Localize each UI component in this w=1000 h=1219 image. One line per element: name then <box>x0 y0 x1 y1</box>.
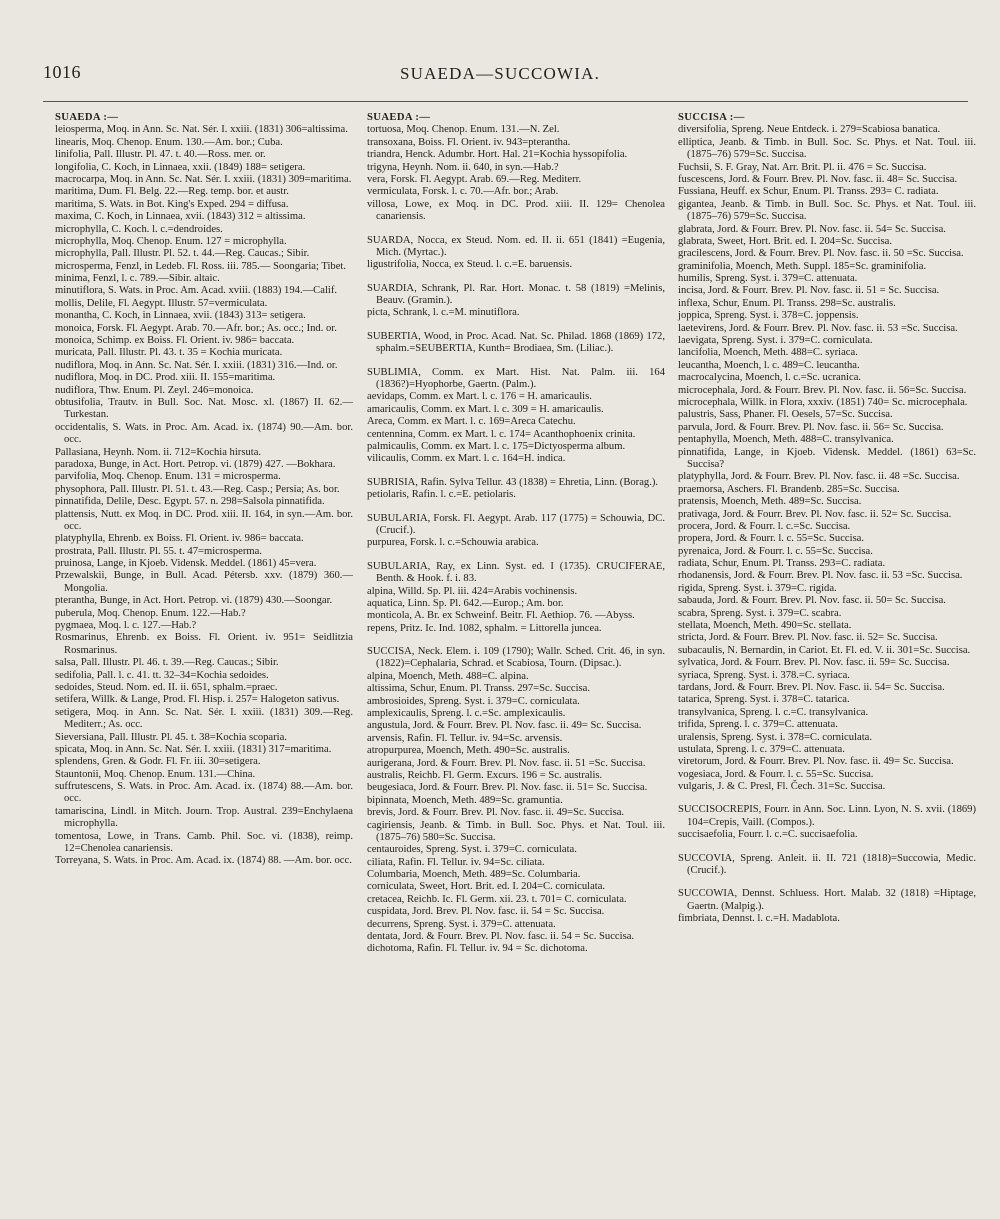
dictionary-entry: scabra, Spreng. Syst. i. 379=C. scabra. <box>678 607 842 619</box>
dictionary-entry: maritima, Dum. Fl. Belg. 22.—Reg. temp. bor. et austr. <box>55 186 289 198</box>
dictionary-entry: decurrens, Spreng. Syst. i. 379=C. attenuata. <box>367 918 556 930</box>
dictionary-entry: australis, Reichb. Fl. Germ. Excurs. 196 = Sc. australis. <box>367 769 603 781</box>
dictionary-entry: pinnatifida, Lange, in Kjoeb. Vidensk. Meddel. (1861) 63=Sc. Succisa? <box>678 446 976 470</box>
dictionary-entry: physophora, Pall. Illustr. Pl. 51. t. 43.—Reg. Casp.; Persia; As. bor. <box>55 483 340 495</box>
dictionary-entry: nudiflora, Moq. in DC. Prod. xiii. II. 155=maritima. <box>55 372 276 384</box>
dictionary-entry: trifida, Spreng. l. c. 379=C. attenuata. <box>678 719 838 731</box>
dictionary-entry: suffrutescens, S. Wats. in Proc. Am. Acad. ix. (1874) 88.—Am. bor. occ. <box>55 781 353 805</box>
dictionary-entry: pentaphylla, Moench, Meth. 488=C. transylvanica. <box>678 434 894 446</box>
dictionary-entry: palustris, Sass, Phaner. Fl. Oesels, 57=Sc. Succisa. <box>678 409 893 421</box>
dictionary-entry: plattensis, Nutt. ex Moq. in DC. Prod. xiii. II. 164, in syn.—Am. bor. occ. <box>55 508 353 532</box>
dictionary-entry: maxima, C. Koch, in Linnaea, xvii. (1843) 312 = altissima. <box>55 211 306 223</box>
dictionary-entry: cuspidata, Jord. Brev. Pl. Nov. fasc. ii. 54 = Sc. Succisa. <box>367 906 605 918</box>
dictionary-entry: aevidaps, Comm. ex Mart. l. c. 176 = H. amaricaulis. <box>367 391 592 403</box>
column-middle <box>367 112 665 956</box>
dictionary-entry: pruinosa, Lange, in Kjoeb. Vidensk. Meddel. (1861) 45=vera. <box>55 558 317 570</box>
dictionary-entry: microphylla, Moq. Chenop. Enum. 127 = microphylla. <box>55 235 287 247</box>
dictionary-entry: maritima, S. Wats. in Bot. King's Exped. 294 = diffusa. <box>55 198 289 210</box>
dictionary-entry: minutiflora, S. Wats. in Proc. Am. Acad. xviii. (1883) 194.—Calif. <box>55 285 338 297</box>
header-rule <box>43 101 968 102</box>
dictionary-entry: villosa, Lowe, ex Moq. in DC. Prod. xiii. II. 129= Chenolea canariensis. <box>367 198 665 223</box>
dictionary-entry: parvula, Jord. & Fourr. Brev. Pl. Nov. fasc. ii. 56= Sc. Succisa. <box>678 421 944 433</box>
column-heading: SUAEDA :— <box>55 112 119 123</box>
dictionary-entry: occidentalis, S. Wats. in Proc. Am. Acad. ix. (1874) 90.—Am. bor. occ. <box>55 421 353 446</box>
dictionary-entry: SUARDIA, Schrank, Pl. Rar. Hort. Monac. t. 58 (1819) =Melinis, Beauv. (Gramin.). <box>367 282 665 307</box>
dictionary-entry: nudiflora, Thw. Enum. Pl. Zeyl. 246=monoica. <box>55 384 254 396</box>
dictionary-entry: bipinnata, Moench, Meth. 489=Sc. gramuntia. <box>367 794 563 806</box>
dictionary-entry: Przewalskii, Bunge, in Bull. Acad. Pétersb. xxv. (1879) 360.—Mongolia. <box>55 570 353 594</box>
dictionary-entry: SUARDA, Nocca, ex Steud. Nom. ed. II. ii. 651 (1841) =Eugenia, Mich. (Myrtac.). <box>367 234 665 258</box>
dictionary-entry: dichotoma, Rafin. Fl. Tellur. iv. 94 = Sc. dichotoma. <box>367 943 588 955</box>
dictionary-entry: joppica, Spreng. Syst. i. 378=C. joppensis. <box>678 310 859 322</box>
dictionary-entry: purpurea, Forsk. l. c.=Schouwia arabica. <box>367 537 539 549</box>
dictionary-entry: lancifolia, Moench, Meth. 488=C. syriaca. <box>678 347 858 359</box>
dictionary-entry: pygmaea, Moq. l. c. 127.—Hab.? <box>55 620 197 632</box>
dictionary-entry: centennina, Comm. ex Mart. l. c. 174= Acanthophoenix crinita. <box>367 428 636 440</box>
column-heading: SUAEDA :— <box>367 112 431 123</box>
dictionary-entry: repens, Pritz. Ic. Ind. 1082, sphalm. = Littorella juncea. <box>367 622 602 634</box>
dictionary-entry: Rosmarinus, Ehrenb. ex Boiss. Fl. Orient. iv. 951= Seidlitzia Rosmarinus. <box>55 632 353 656</box>
dictionary-entry: praemorsa, Aschers. Fl. Brandenb. 285=Sc. Succisa. <box>678 483 900 495</box>
page-number: 1016 <box>43 62 81 82</box>
dictionary-entry: pyrenaica, Jord. & Fourr. l. c. 55=Sc. Succisa. <box>678 545 873 557</box>
dictionary-entry: ambrosioides, Spreng. Syst. i. 379=C. corniculata. <box>367 695 580 707</box>
dictionary-entry: arvensis, Rafin. Fl. Tellur. iv. 94=Sc. arvensis. <box>367 732 563 744</box>
dictionary-entry: transylvanica, Spreng. l. c.=C. transylvanica. <box>678 706 869 718</box>
dictionary-entry: amplexicaulis, Spreng. l. c.=Sc. amplexicaulis. <box>367 708 566 720</box>
dictionary-entry: nudiflora, Moq. in Ann. Sc. Nat. Sér. I. xxiii. (1831) 316.—Ind. or. <box>55 359 338 371</box>
dictionary-entry: succisaefolia, Fourr. l. c.=C. succisaefolia. <box>678 829 858 841</box>
dictionary-entry: Torreyana, S. Wats. in Proc. Am. Acad. ix. (1874) 88. —Am. bor. occ. <box>55 855 352 867</box>
dictionary-entry: SUBULARIA, Ray, ex Linn. Syst. ed. I (1735). CRUCIFERAE, Benth. & Hook. f. i. 83. <box>367 560 665 585</box>
dictionary-entry: graminifolia, Moench, Meth. Suppl. 185=Sc. graminifolia. <box>678 260 927 272</box>
dictionary-entry: gigantea, Jeanb. & Timb. in Bull. Soc. Sc. Phys. et Nat. Toul. iii. (1875–76) 579=Sc. Succisa. <box>678 198 976 223</box>
dictionary-entry: corniculata, Sweet, Hort. Brit. ed. I. 204=C. corniculata. <box>367 881 606 893</box>
dictionary-entry: linearis, Moq. Chenop. Enum. 130.—Am. bor.; Cuba. <box>55 136 283 148</box>
dictionary-entry: angustula, Jord. & Fourr. Brev. Pl. Nov. fasc. ii. 49= Sc. Succisa. <box>367 720 642 732</box>
dictionary-entry: prativaga, Jord. & Fourr. Brev. Pl. Nov. fasc. ii. 52= Sc. Succisa. <box>678 508 952 520</box>
dictionary-entry: Fussiana, Heuff. ex Schur, Enum. Pl. Transs. 293= C. radiata. <box>678 186 939 198</box>
dictionary-entry: syriaca, Spreng. Syst. i. 378.=C. syriaca. <box>678 669 850 681</box>
dictionary-entry: sylvatica, Jord. & Fourr. Brev. Pl. Nov. fasc. ii. 59= Sc. Succisa. <box>678 657 950 669</box>
dictionary-entry: Columbaria, Moench, Meth. 489=Sc. Columbaria. <box>367 869 581 881</box>
dictionary-entry: laevigata, Spreng. Syst. i. 379=C. corniculata. <box>678 335 873 347</box>
dictionary-entry: minima, Fenzl, l. c. 789.—Sibir. altaic. <box>55 273 220 285</box>
dictionary-entry: cretacea, Reichb. Ic. Fl. Germ. xii. 23. t. 701= C. corniculata. <box>367 893 627 905</box>
dictionary-entry: paradoxa, Bunge, in Act. Hort. Petrop. vi. (1879) 427. —Bokhara. <box>55 458 336 470</box>
dictionary-entry: brevis, Jord. & Fourr. Brev. Pl. Nov. fasc. ii. 49=Sc. Succisa. <box>367 807 625 819</box>
dictionary-entry: pterantha, Bunge, in Act. Hort. Petrop. vi. (1879) 430.—Soongar. <box>55 595 333 607</box>
dictionary-entry: petiolaris, Rafin. l. c.=E. petiolaris. <box>367 489 516 501</box>
dictionary-entry: stricta, Jord. & Fourr. Brev. Pl. Nov. fasc. ii. 52= Sc. Succisa. <box>678 632 938 644</box>
dictionary-entry: trigyna, Heynh. Nom. ii. 640, in syn.—Hab.? <box>367 161 559 173</box>
dictionary-entry: dentata, Jord. & Fourr. Brev. Pl. Nov. fasc. ii. 54 = Sc. Succisa. <box>367 931 635 943</box>
dictionary-entry: rigida, Spreng. Syst. i. 379=C. rigida. <box>678 582 837 594</box>
dictionary-entry: ciliata, Rafin. Fl. Tellur. iv. 94=Sc. ciliata. <box>367 856 545 868</box>
dictionary-entry: SUCCISOCREPIS, Fourr. in Ann. Soc. Linn. Lyon, N. S. xvii. (1869) 104=Crepis, Vaill. (Compos.). <box>678 804 976 828</box>
dictionary-entry: amaricaulis, Comm. ex Mart. l. c. 309 = H. amaricaulis. <box>367 403 604 415</box>
dictionary-entry: longifolia, C. Koch, in Linnaea, xxii. (1849) 188= setigera. <box>55 161 306 173</box>
dictionary-entry: tomentosa, Lowe, in Trans. Camb. Phil. Soc. vi. (1838), reimp. 12=Chenolea canariensis. <box>55 830 353 855</box>
dictionary-entry: SUCCISA, Neck. Elem. i. 109 (1790); Wallr. Sched. Crit. 46, in syn. (1822)=Cephalaria, Schrad. et Scabiosa, Tourn. (Dipsac.). <box>367 646 665 670</box>
dictionary-entry: setifera, Willk. & Lange, Prod. Fl. Hisp. i. 257= Halogeton sativus. <box>55 694 340 706</box>
dictionary-entry: mollis, Delile, Fl. Aegypt. Illustr. 57=vermiculata. <box>55 297 268 309</box>
dictionary-entry: fimbriata, Dennst. l. c.=H. Madablota. <box>678 913 840 925</box>
page-title: SUAEDA—SUCCOWIA. <box>399 64 601 83</box>
dictionary-entry: microphylla, Pall. Illustr. Pl. 52. t. 44.—Reg. Caucas.; Sibir. <box>55 248 310 260</box>
dictionary-entry: Pallasiana, Heynh. Nom. ii. 712=Kochia hirsuta. <box>55 446 262 458</box>
dictionary-entry: incisa, Jord. & Fourr. Brev. Pl. Nov. fasc. ii. 51 = Sc. Succisa. <box>678 285 940 297</box>
dictionary-entry: centauroides, Spreng. Syst. i. 379=C. corniculata. <box>367 844 577 856</box>
dictionary-entry: ligustrifolia, Nocca, ex Steud. l. c.=E. baruensis. <box>367 259 573 271</box>
dictionary-entry: tatarica, Spreng. Syst. i. 378=C. tatarica. <box>678 694 850 706</box>
dictionary-entry: cagiriensis, Jeanb. & Timb. in Bull. Soc. Phys. et Nat. Toul. iii. (1875–76) 580=Sc. Succisa. <box>367 819 665 843</box>
dictionary-entry: uralensis, Spreng. Syst. i. 378=C. corniculata. <box>678 731 872 743</box>
dictionary-entry: beugesiaca, Jord. & Fourr. Brev. Pl. Nov. fasc. ii. 51= Sc. Succisa. <box>367 782 648 794</box>
dictionary-entry: sedifolia, Pall. l. c. 41. tt. 32–34=Kochia sedoides. <box>55 669 269 681</box>
dictionary-entry: splendens, Gren. & Godr. Fl. Fr. iii. 30=setigera. <box>55 756 261 768</box>
dictionary-entry: humilis, Spreng. Syst. i. 379=C. attenuata. <box>678 273 858 285</box>
dictionary-entry: alpina, Willd. Sp. Pl. iii. 424=Arabis vochinensis. <box>367 585 578 597</box>
dictionary-entry: salsa, Pall. Illustr. Pl. 46. t. 39.—Reg. Caucas.; Sibir. <box>55 657 279 669</box>
dictionary-entry: Areca, Comm. ex Mart. l. c. 169=Areca Catechu. <box>367 416 576 428</box>
dictionary-entry: elliptica, Jeanb. & Timb. in Bull. Soc. Sc. Phys. et Nat. Toul. iii. (1875–76) 579=Sc. Succisa. <box>678 136 976 161</box>
dictionary-entry: platyphylla, Ehrenb. ex Boiss. Fl. Orient. iv. 986= baccata. <box>55 533 304 545</box>
dictionary-entry: puberula, Moq. Chenop. Enum. 122.—Hab.? <box>55 607 246 619</box>
dictionary-entry: platyphylla, Jord. & Fourr. Brev. Pl. Nov. fasc. ii. 48 =Sc. Succisa. <box>678 471 960 483</box>
dictionary-entry: parvifolia, Moq. Chenop. Enum. 131 = microsperma. <box>55 471 281 483</box>
dictionary-entry: pinnatifida, Delile, Desc. Egypt. 57. n. 298=Salsola pinnatifida. <box>55 496 325 508</box>
dictionary-entry: tardans, Jord. & Fourr. Brev. Pl. Nov. Fasc. ii. 54= Sc. Succisa. <box>678 681 945 693</box>
dictionary-entry: transoxana, Boiss. Fl. Orient. iv. 943=pterantha. <box>367 136 571 148</box>
dictionary-entry: vera, Forsk. Fl. Aegypt. Arab. 69.—Reg. Mediterr. <box>367 173 582 185</box>
dictionary-entry: muricata, Pall. Illustr. Pl. 43. t. 35 = Kochia muricata. <box>55 347 283 359</box>
dictionary-entry: triandra, Henck. Adumbr. Hort. Hal. 21=Kochia hyssopifolia. <box>367 149 628 161</box>
dictionary-entry: Fuchsii, S. F. Gray, Nat. Arr. Brit. Pl. ii. 476 = Sc. Succisa. <box>678 161 927 173</box>
dictionary-entry: sedoides, Steud. Nom. ed. II. ii. 651, sphalm.=praec. <box>55 681 278 693</box>
dictionary-entry: monticola, A. Br. ex Schweinf. Beitr. Fl. Aethiop. 76. —Abyss. <box>367 610 635 622</box>
dictionary-entry: atropurpurea, Moench, Meth. 490=Sc. australis. <box>367 745 570 757</box>
dictionary-entry: glabrata, Sweet, Hort. Brit. ed. I. 204=Sc. Succisa. <box>678 235 892 247</box>
dictionary-entry: setigera, Moq. in Ann. Sc. Nat. Sér. I. xxiii. (1831) 309.—Reg. Mediterr.; As. occ. <box>55 706 353 731</box>
dictionary-entry: inflexa, Schur, Enum. Pl. Transs. 298=Sc. australis. <box>678 297 896 309</box>
dictionary-entry: SUBULARIA, Forsk. Fl. Aegypt. Arab. 117 (1775) = Schouwia, DC. (Crucif.). <box>367 512 665 536</box>
dictionary-entry: laetevirens, Jord. & Fourr. Brev. Pl. Nov. fasc. ii. 53 =Sc. Succisa. <box>678 322 958 334</box>
dictionary-entry: obtusifolia, Trautv. in Bull. Soc. Nat. Mosc. xl. (1867) II. 62.—Turkestan. <box>55 396 353 421</box>
dictionary-entry: vulgaris, J. & C. Presl, Fl. Čech. 31=Sc. Succisa. <box>678 781 886 793</box>
dictionary-entry: tortuosa, Moq. Chenop. Enum. 131.—N. Zel. <box>367 124 560 136</box>
dictionary-entry: vilicaulis, Comm. ex Mart. l. c. 164=H. indica. <box>367 453 566 465</box>
dictionary-entry: SUBRISIA, Rafin. Sylva Tellur. 43 (1838) = Ehretia, Linn. (Borag.). <box>367 476 659 488</box>
dictionary-entry: aquatica, Linn. Sp. Pl. 642.—Europ.; Am. bor. <box>367 597 564 609</box>
dictionary-entry: pratensis, Moench, Meth. 489=Sc. Succisa. <box>678 496 862 508</box>
dictionary-entry: microcephala, Willk. in Flora, xxxiv. (1851) 740= Sc. microcephala. <box>678 396 968 408</box>
dictionary-entry: altissima, Schur, Enum. Pl. Transs. 297=Sc. Succisa. <box>367 683 591 695</box>
dictionary-entry: diversifolia, Spreng. Neue Entdeck. i. 279=Scabiosa banatica. <box>678 124 941 136</box>
dictionary-entry: macrocalycina, Moench, l. c.=Sc. ucranica. <box>678 372 862 384</box>
dictionary-entry: leiosperma, Moq. in Ann. Sc. Nat. Sér. I. xxiii. (1831) 306=altissima. <box>55 124 348 136</box>
dictionary-entry: microphylla, C. Koch. l. c.=dendroides. <box>55 223 223 235</box>
dictionary-entry: macrocarpa, Moq. in Ann. Sc. Nat. Sér. I. xxiii. (1831) 309=maritima. <box>55 173 352 185</box>
dictionary-entry: viretorum, Jord. & Fourr. Brev. Pl. Nov. fasc. ii. 49= Sc. Succisa. <box>678 756 954 768</box>
dictionary-entry: rhodanensis, Jord. & Fourr. Brev. Pl. Nov. fasc. ii. 53 =Sc. Succisa. <box>678 570 963 582</box>
dictionary-entry: palmicaulis, Comm. ex Mart. l. c. 175=Dictyosperma album. <box>367 440 626 452</box>
dictionary-entry: spicata, Moq. in Ann. Sc. Nat. Sér. I. xxiii. (1831) 317=maritima. <box>55 743 332 755</box>
dictionary-entry: SUCCOWIA, Dennst. Schluess. Hort. Malab. 32 (1818) =Hiptage, Gaertn. (Malpig.). <box>678 888 976 912</box>
dictionary-entry: aurigerana, Jord. & Fourr. Brev. Pl. Nov. fasc. ii. 51 =Sc. Succisa. <box>367 757 646 769</box>
dictionary-entry: gracilescens, Jord. & Fourr. Brev. Pl. Nov. fasc. ii. 50 =Sc. Succisa. <box>678 248 964 260</box>
dictionary-entry: monantha, C. Koch, in Linnaea, xvii. (1843) 313= setigera. <box>55 310 306 322</box>
dictionary-entry: SUCCOVIA, Spreng. Anleit. ii. II. 721 (1818)=Succowia, Medic. (Crucif.). <box>678 852 976 877</box>
dictionary-entry: tamariscina, Lindl. in Mitch. Journ. Trop. Austral. 239=Enchylaena microphylla. <box>55 805 353 830</box>
dictionary-entry: SUBERTIA, Wood, in Proc. Acad. Nat. Sc. Philad. 1868 (1869) 172, sphalm.=SEUBERTIA, Kunth= Brodiaea, Sm. (Liliac.). <box>367 330 665 355</box>
dictionary-entry: fuscescens, Jord. & Fourr. Brev. Pl. Nov. fasc. ii. 48= Sc. Succisa. <box>678 173 958 185</box>
dictionary-entry: alpina, Moench, Meth. 488=C. alpina. <box>367 670 529 682</box>
dictionary-entry: Sieversiana, Pall. Illustr. Pl. 45. t. 38=Kochia scoparia. <box>55 731 287 743</box>
dictionary-entry: leucantha, Moench, l. c. 489=C. leucantha. <box>678 359 860 371</box>
dictionary-entry: SUBLIMIA, Comm. ex Mart. Hist. Nat. Palm. iii. 164 (1836?)=Hyophorbe, Gaertn. (Palm.). <box>367 366 665 391</box>
dictionary-entry: glabrata, Jord. & Fourr. Brev. Pl. Nov. fasc. ii. 54= Sc. Succisa. <box>678 223 946 235</box>
dictionary-entry: Stauntonii, Moq. Chenop. Enum. 131.—China. <box>55 768 256 780</box>
dictionary-entry: monoica, Schimp. ex Boiss. Fl. Orient. iv. 986= baccata. <box>55 335 295 347</box>
dictionary-entry: stellata, Moench, Meth. 490=Sc. stellata. <box>678 620 852 632</box>
dictionary-entry: picta, Schrank, l. c.=M. minutiflora. <box>367 307 520 319</box>
dictionary-entry: subacaulis, N. Bernardin, in Cariot. Et. Fl. ed. V. ii. 301=Sc. Succisa. <box>678 644 971 656</box>
dictionary-entry: prostrata, Pall. Illustr. Pl. 55. t. 47=microsperma. <box>55 545 262 557</box>
dictionary-entry: ustulata, Spreng. l. c. 379=C. attenuata. <box>678 743 845 755</box>
column-heading: SUCCISA :— <box>678 112 745 123</box>
dictionary-entry: microcephala, Jord. & Fourr. Brev. Pl. Nov. fasc. ii. 56=Sc. Succisa. <box>678 384 967 396</box>
dictionary-entry: vermiculata, Forsk. l. c. 70.—Afr. bor.; Arab. <box>367 186 559 198</box>
dictionary-entry: microsperma, Fenzl, in Ledeb. Fl. Ross. iii. 785.— Soongaria; Tibet. <box>55 260 347 272</box>
dictionary-entry: radiata, Schur, Enum. Pl. Transs. 293=C. radiata. <box>678 558 886 570</box>
dictionary-entry: sabauda, Jord. & Fourr. Brev. Pl. Nov. fasc. ii. 50= Sc. Succisa. <box>678 595 946 607</box>
column-left <box>55 112 353 868</box>
dictionary-entry: monoica, Forsk. Fl. Aegypt. Arab. 70.—Afr. bor.; As. occ.; Ind. or. <box>55 322 337 334</box>
dictionary-entry: propera, Jord. & Fourr. l. c. 55=Sc. Succisa. <box>678 533 865 545</box>
column-right <box>678 112 976 926</box>
dictionary-entry: vogesiaca, Jord. & Fourr. l. c. 55=Sc. Succisa. <box>678 768 874 780</box>
dictionary-entry: linifolia, Pall. Illustr. Pl. 47. t. 40.—Ross. mer. or. <box>55 149 266 161</box>
dictionary-entry: procera, Jord. & Fourr. l. c.=Sc. Succisa. <box>678 520 851 532</box>
